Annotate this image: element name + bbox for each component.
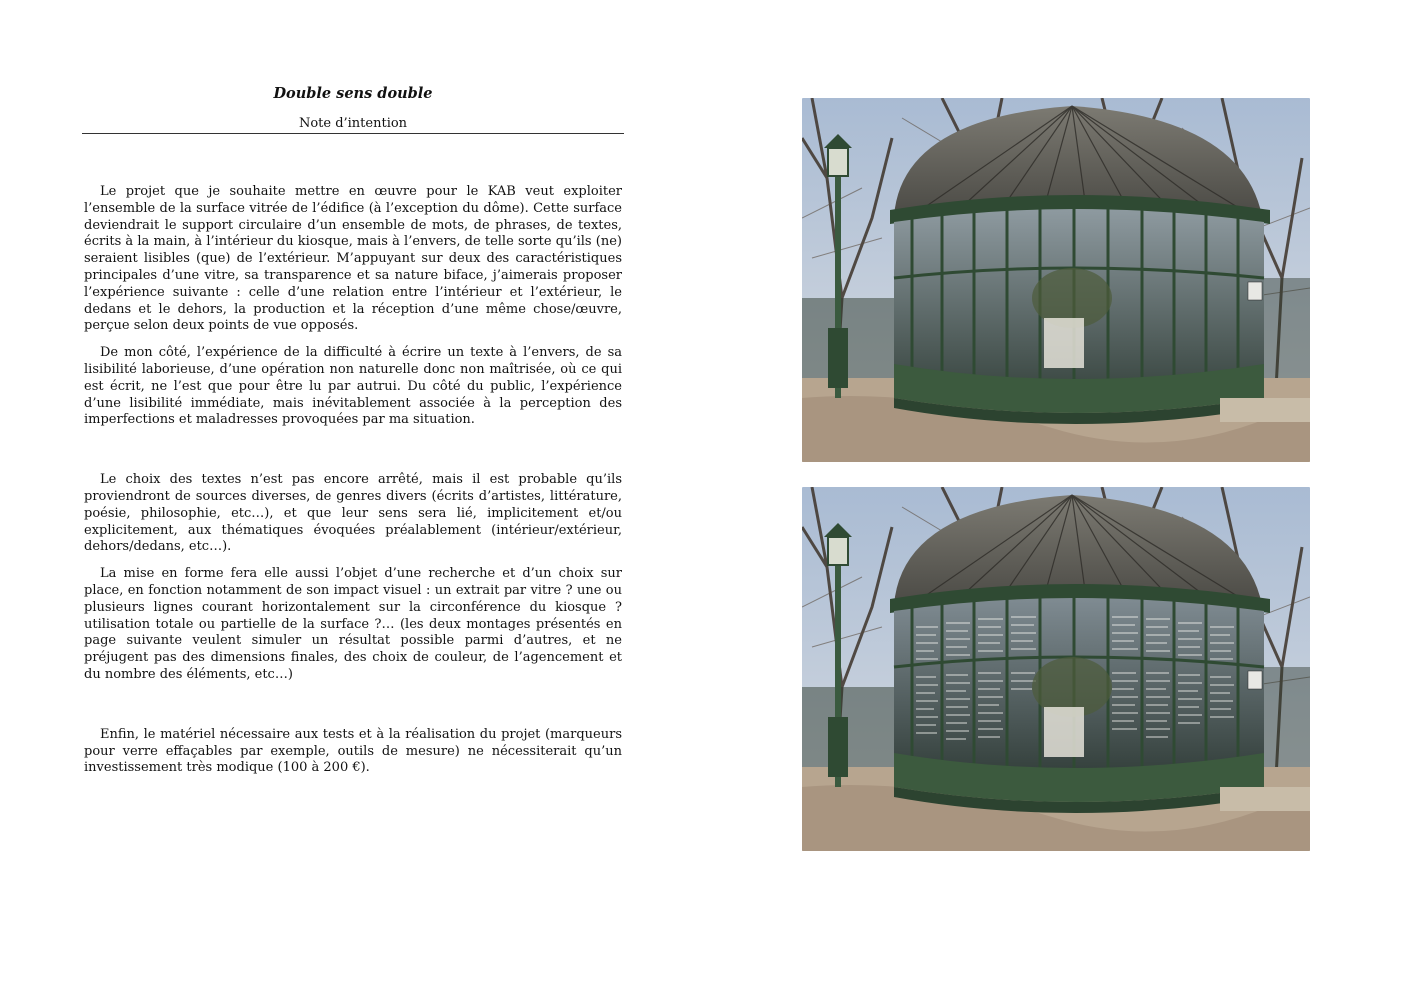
kiosk-photo-montage xyxy=(802,487,1310,851)
kiosk-photo-original xyxy=(802,98,1310,462)
document-body xyxy=(82,184,624,777)
document-title: Double sens double xyxy=(273,85,433,102)
paragraph-layout: La mise en forme fera elle aussi l’objet d’une recherche et d’un choix sur place, en fonction notamment de son impact visuel : un extrait par vitre ? une ou plusieurs lignes courant horizontalement sur la circonférence du kiosque ? utilisation totale ou partielle de la surface ?… (les deux montages présentés en page suivante veulent simuler un résultat possible parmi d’autres, et ne préjugent pas des dimensions finales, des choix de couleur, de l’agencement et du nombre des éléments, etc…) xyxy=(84,566,622,682)
title-divider xyxy=(82,133,624,134)
paragraph-texts-choice: Le choix des textes n’est pas encore arrêté, mais il est probable qu’ils proviendront de sources diverses, de genres divers (écrits d’artistes, littérature, poésie, philosophie, etc…), et que leur sens sera lié, implicitement et/ou explicitement, aux thématiques évoquées préalablement (intérieur/extérieur, dehors/dedans, etc…). xyxy=(84,472,622,555)
paragraph-my-side: De mon côté, l’expérience de la difficulté à écrire un texte à l’envers, de sa lisibilité laborieuse, d’une opération non naturelle donc non maîtrisée, où ce qui est écrit, ne l’est que pour être lu par autrui. Du côté du public, l’expérience d’une lisibilité immédiate, mais inévitablement associée à la perception des imperfections et maladresses provoquées par ma situation. xyxy=(84,345,622,428)
kiosk-illustration xyxy=(802,98,1310,462)
note-text-column xyxy=(82,84,624,787)
paragraph-materials: Enfin, le matériel nécessaire aux tests et à la réalisation du projet (marqueurs pour verre effaçables par exemple, outils de mesure) ne nécessiterait qu’un investissement très modique (100 à 200 €). xyxy=(84,726,622,776)
document-subtitle: Note d’intention xyxy=(298,116,408,131)
paragraph-project: Le projet que je souhaite mettre en œuvre pour le KAB veut exploiter l’ensemble de la surface vitrée de l’édifice (à l’exception du dôme). Cette surface deviendrait le support circulaire d’un ensemble de mots, de phrases, de textes, écrits à la main, à l’intérieur du kiosque, mais à l’envers, de telle sorte qu’ils (ne) seraient lisibles (que) de l’extérieur. M’appuyant sur deux des caractéristiques principales d’une vitre, sa transparence et sa nature biface, j’aimerais proposer l’expérience suivante : celle d’une relation entre l’intérieur et l’extérieur, le dedans et le dehors, la production et la réception d’une même chose/œuvre, perçue selon deux points de vue opposés. xyxy=(84,184,622,334)
kiosk-montage-illustration xyxy=(802,487,1310,851)
